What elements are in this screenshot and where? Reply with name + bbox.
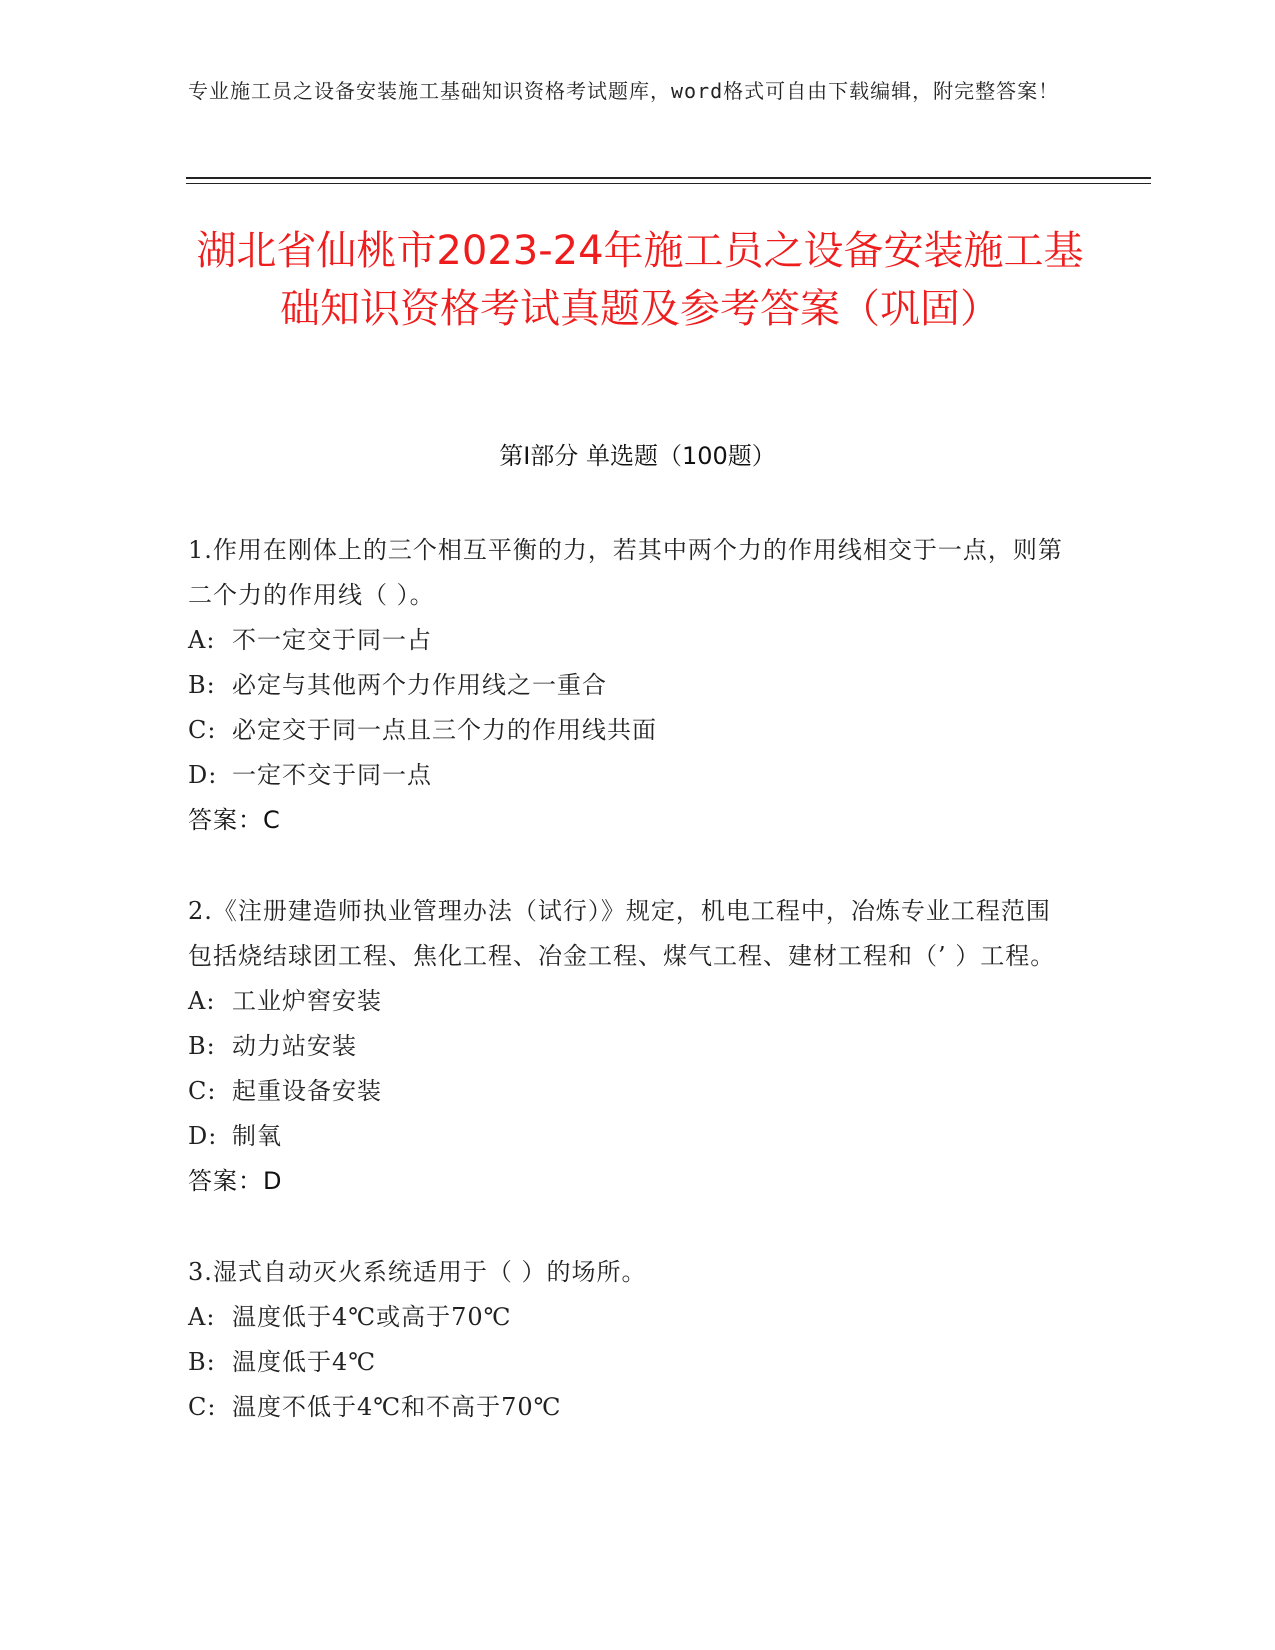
option-b (188, 1340, 1068, 1385)
option-key: C: (188, 716, 217, 744)
header-divider-thick (186, 177, 1151, 179)
question-list (188, 528, 1068, 1476)
option-text: 温度不低于4℃和不高于70℃ (232, 1393, 562, 1421)
question-stem: 3.湿式自动灭火系统适用于（ ）的场所。 (188, 1258, 647, 1286)
option-key: D: (188, 1122, 218, 1150)
question-stem: 2.《注册建造师执业管理办法（试行）》规定，机电工程中，冶炼专业工程范围包括烧结球团工程、焦化工程、冶金工程、煤气工程、建材工程和（’ ）工程。 (188, 897, 1056, 970)
option-text: 必定与其他两个力作用线之一重合 (232, 671, 607, 699)
option-key: A: (188, 1303, 216, 1331)
option-text: 工业炉窖安装 (232, 987, 382, 1015)
option-b (188, 663, 1068, 708)
option-b (188, 1024, 1068, 1069)
question-2 (188, 889, 1068, 1204)
option-key: C: (188, 1077, 217, 1105)
option-key: C: (188, 1393, 217, 1421)
option-text: 必定交于同一点且三个力的作用线共面 (232, 716, 657, 744)
header-divider-thin (186, 183, 1151, 184)
header-note: 专业施工员之设备安装施工基础知识资格考试题库，word格式可自由下载编辑，附完整答案！ (188, 79, 1060, 103)
answer: 答案：D (188, 1167, 283, 1195)
option-c (188, 1385, 1068, 1430)
option-a (188, 979, 1068, 1024)
question-3 (188, 1250, 1068, 1430)
answer: 答案：C (188, 806, 281, 834)
option-c (188, 1069, 1068, 1114)
option-d (188, 753, 1068, 798)
option-text: 温度低于4℃或高于70℃ (232, 1303, 512, 1331)
option-text: 制氧 (232, 1122, 282, 1150)
option-text: 不一定交于同一占 (232, 626, 432, 654)
question-stem: 1.作用在刚体上的三个相互平衡的力，若其中两个力的作用线相交于一点，则第二个力的作用线（ ）。 (188, 536, 1063, 609)
option-d (188, 1114, 1068, 1159)
option-text: 一定不交于同一点 (232, 761, 432, 789)
option-a (188, 1295, 1068, 1340)
question-1 (188, 528, 1068, 843)
document-title: 湖北省仙桃市2023-24年施工员之设备安装施工基础知识资格考试真题及参考答案（巩固） (196, 228, 1084, 332)
option-text: 起重设备安装 (232, 1077, 382, 1105)
option-key: B: (188, 671, 216, 699)
option-key: B: (188, 1032, 216, 1060)
option-key: A: (188, 987, 216, 1015)
option-key: D: (188, 761, 218, 789)
section-heading: 第Ⅰ部分 单选题（100题） (499, 442, 776, 470)
option-text: 温度低于4℃ (232, 1348, 377, 1376)
option-c (188, 708, 1068, 753)
option-key: B: (188, 1348, 216, 1376)
option-a (188, 618, 1068, 663)
option-text: 动力站安装 (232, 1032, 357, 1060)
option-key: A: (188, 626, 216, 654)
